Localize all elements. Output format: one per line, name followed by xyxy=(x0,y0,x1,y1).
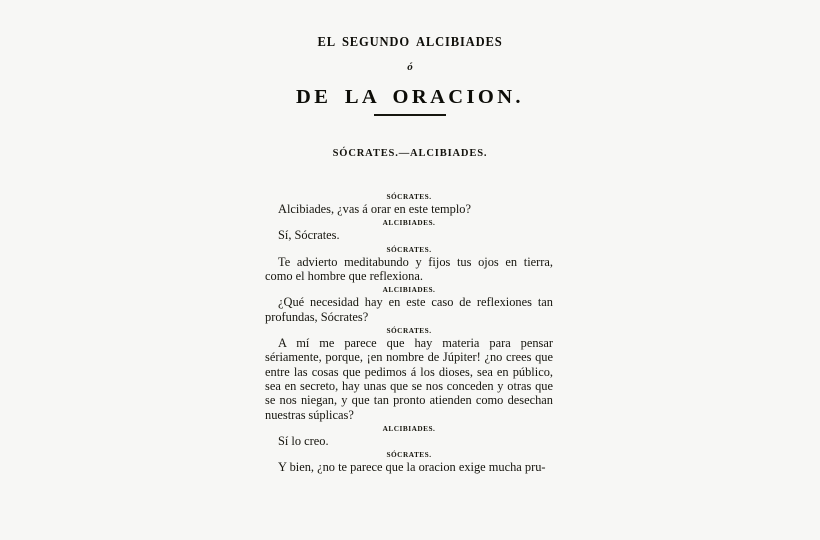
speaker-label: SÓCRATES. xyxy=(386,244,432,254)
speech-text: Y bien, ¿no te parece que la oracion exige mucha pru- xyxy=(278,460,546,475)
title-divider-rule xyxy=(374,114,446,116)
speaker-label: ALCIBIADES. xyxy=(382,218,436,228)
heading-title-wrap xyxy=(0,84,820,116)
speech-text: Te advierto meditabundo y fijos tus ojos en tierra, como el hombre que reflexiona. xyxy=(265,254,553,284)
speaker-label: SÓCRATES. xyxy=(386,450,432,460)
dialogue-column xyxy=(265,190,553,475)
speaker-label: SÓCRATES. xyxy=(386,326,432,336)
heading-alternative-marker: ó xyxy=(407,61,413,73)
speech-text: Sí lo creo. xyxy=(278,434,329,449)
speech-text: ¿Qué necesidad hay en este caso de reflexiones tan profundas, Sócrates? xyxy=(265,295,553,324)
speech-text: Sí, Sócrates. xyxy=(278,228,340,243)
page-heading xyxy=(0,34,820,116)
heading-supertitle: EL SEGUNDO ALCIBIADES xyxy=(317,34,503,49)
speech-text: A mí me parece que hay materia para pensar sériamente, porque, ¡en nombre de Júpiter! ¿no crees que entre las cosas que pedimos á los dioses, sea en público, sea en secreto, hay unas que se nos conceden y otras que se nos niegan, y que tan pronto atienden como desechan nuestras súplicas? xyxy=(265,336,553,422)
cast-list: SÓCRATES.—ALCIBIADES. xyxy=(332,148,488,159)
page-title: DE LA ORACION. xyxy=(296,86,524,108)
speaker-label: SÓCRATES. xyxy=(386,192,432,201)
speaker-label: ALCIBIADES. xyxy=(382,285,436,295)
speech-text: Alcibiades, ¿vas á orar en este templo? xyxy=(278,202,472,216)
speaker-label: ALCIBIADES. xyxy=(382,424,436,434)
